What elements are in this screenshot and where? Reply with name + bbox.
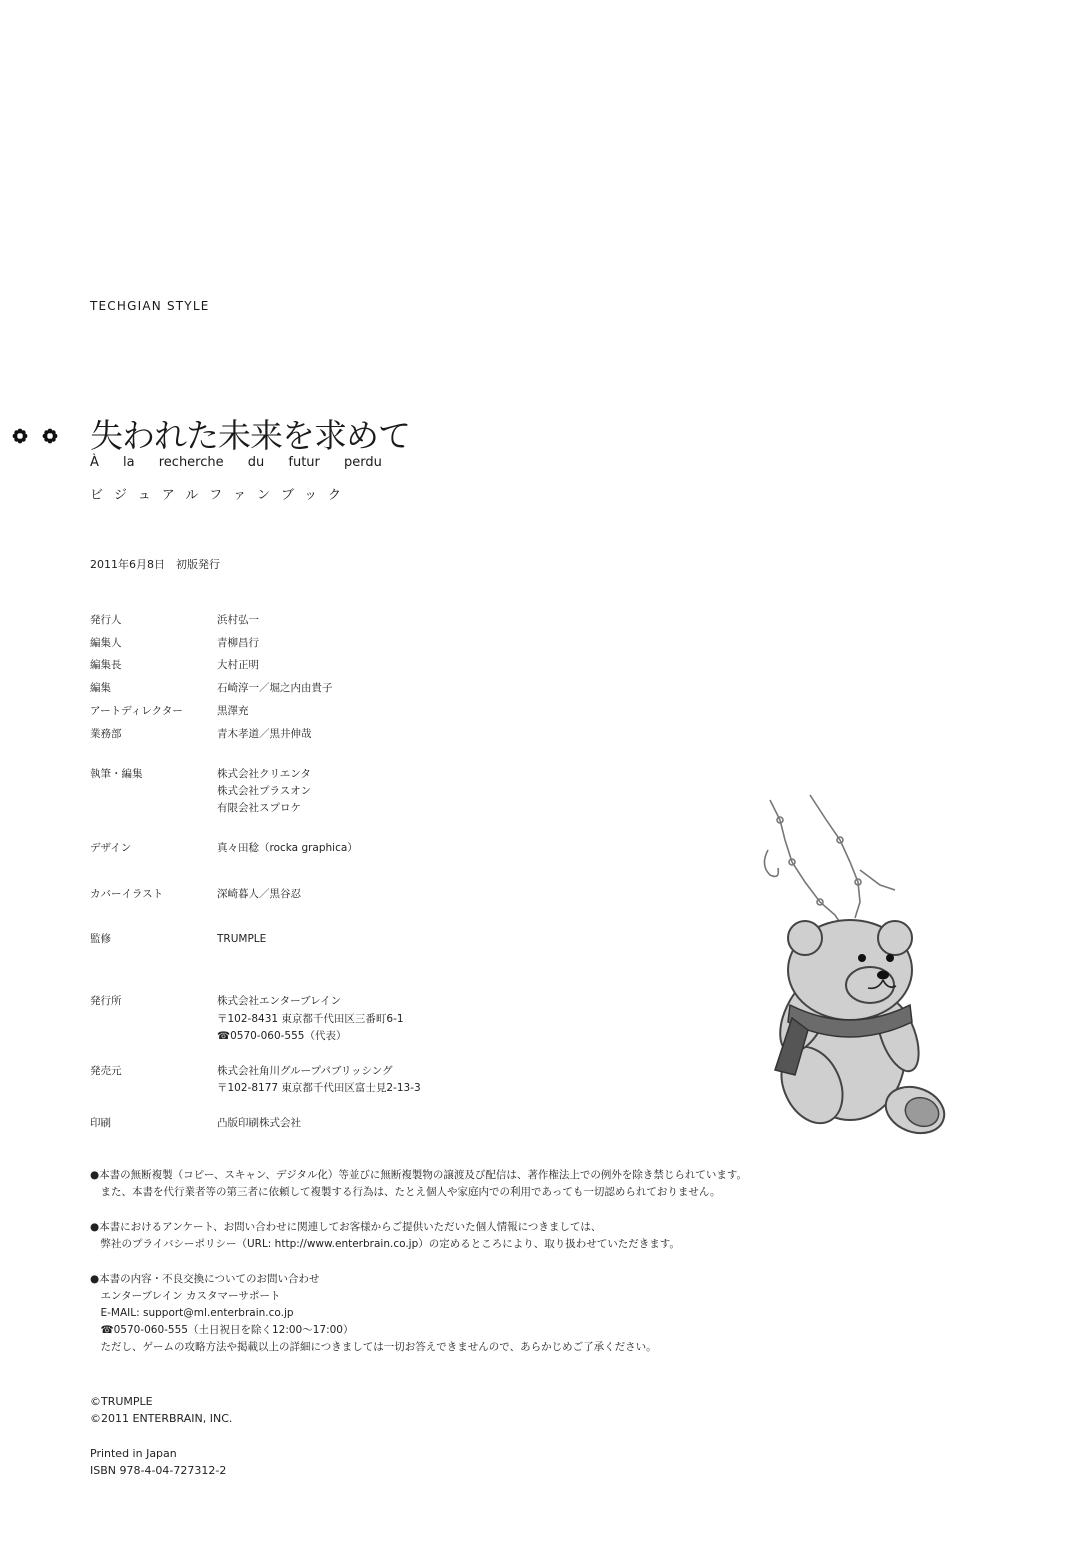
book-subtitle: ビジュアルファンブック bbox=[90, 488, 353, 503]
credit-value: 真々田稔（rocka graphica） bbox=[217, 842, 358, 854]
credit-value: 黒澤充 bbox=[217, 705, 249, 717]
credit-value: 浜村弘一 bbox=[217, 614, 259, 626]
credit-label: デザイン bbox=[90, 842, 132, 854]
notice-support bbox=[90, 1271, 657, 1356]
notice-line: E-MAIL: support@ml.enterbrain.co.jp bbox=[90, 1307, 294, 1319]
credit-value: TRUMPLE bbox=[217, 933, 267, 945]
credit-value: 〒102-8177 東京都千代田区富士見2-13-3 bbox=[217, 1082, 421, 1094]
notice-line: ●本書の内容・不良交換についてのお問い合わせ bbox=[90, 1273, 320, 1285]
credit-label: 監修 bbox=[90, 933, 111, 945]
copyright-line: ©TRUMPLE bbox=[90, 1395, 153, 1408]
isbn: ISBN 978-4-04-727312-2 bbox=[90, 1464, 227, 1477]
notice-line: ●本書の無断複製（コピー、スキャン、デジタル化）等並びに無断複製物の譲渡及び配信は、著作権法上での例外を除き禁じられています。 bbox=[90, 1169, 748, 1181]
credit-value: 株式会社プラスオン bbox=[217, 785, 312, 797]
notice-privacy bbox=[90, 1219, 680, 1253]
printing-info bbox=[90, 1445, 226, 1479]
copyright-line: ©2011 ENTERBRAIN, INC. bbox=[90, 1412, 233, 1425]
credit-label: 発行所 bbox=[90, 995, 122, 1007]
credit-label: 執筆・編集 bbox=[90, 768, 143, 780]
credit-label: 発行人 bbox=[90, 614, 122, 626]
notice-line: ●本書におけるアンケート、お問い合わせに関連してお客様からご提供いただいた個人情報につきましては、 bbox=[90, 1221, 602, 1233]
credit-label: 編集長 bbox=[90, 659, 122, 671]
credit-label: 印刷 bbox=[90, 1117, 111, 1129]
credit-value: 大村正明 bbox=[217, 659, 259, 671]
credit-value: 株式会社エンターブレイン bbox=[217, 995, 342, 1007]
teddy-bear-illustration bbox=[750, 790, 960, 1150]
title-ornament bbox=[12, 428, 58, 444]
notice-line: 弊社のプライバシーポリシー（URL: http://www.enterbrain.co.jp）の定めるところにより、取り扱わせていただきます。 bbox=[90, 1238, 680, 1250]
series-name: TECHGIAN STYLE bbox=[90, 299, 210, 313]
credit-value: 株式会社クリエンタ bbox=[217, 768, 311, 780]
credit-value: ☎0570-060-555（代表） bbox=[217, 1030, 347, 1042]
flower-icon bbox=[12, 428, 28, 444]
credit-value: 青木孝道／黒井伸哉 bbox=[217, 728, 312, 740]
notice-line: ☎0570-060-555（土日祝日を除く12:00〜17:00） bbox=[90, 1324, 354, 1336]
copyright-block bbox=[90, 1393, 232, 1427]
notice-line: また、本書を代行業者等の第三者に依頼して複製する行為は、たとえ個人や家庭内での利用であっても一切認められておりません。 bbox=[90, 1186, 721, 1198]
credit-label: 編集人 bbox=[90, 637, 122, 649]
credit-value: 有限会社スプロケ bbox=[217, 802, 301, 814]
publication-date: 2011年6月8日 初版発行 bbox=[90, 558, 220, 571]
notice-line: ただし、ゲームの攻略方法や掲載以上の詳細につきましては一切お答えできませんので、あらかじめご了承ください。 bbox=[90, 1341, 657, 1353]
credit-value: 青柳昌行 bbox=[217, 637, 259, 649]
credit-label: 業務部 bbox=[90, 728, 122, 740]
credit-label: アートディレクター bbox=[90, 705, 183, 717]
credit-label: カバーイラスト bbox=[90, 888, 164, 900]
credit-value: 凸版印刷株式会社 bbox=[217, 1117, 301, 1129]
credit-value: 〒102-8431 東京都千代田区三番町6-1 bbox=[217, 1013, 404, 1025]
credit-value: 深崎暮人／黒谷忍 bbox=[217, 888, 301, 900]
book-title-japanese: 失われた未来を求めて bbox=[90, 416, 410, 455]
credit-value: 石崎淳一／堀之内由貴子 bbox=[217, 682, 333, 694]
printed-in: Printed in Japan bbox=[90, 1447, 177, 1460]
notice-line: エンターブレイン カスタマーサポート bbox=[90, 1290, 281, 1302]
book-title-french: À la recherche du futur perdu bbox=[90, 455, 382, 470]
credit-label: 発売元 bbox=[90, 1065, 122, 1077]
credit-label: 編集 bbox=[90, 682, 111, 694]
credit-value: 株式会社角川グループパブリッシング bbox=[217, 1065, 393, 1077]
notice-copyright bbox=[90, 1167, 747, 1201]
flower-icon bbox=[42, 428, 58, 444]
